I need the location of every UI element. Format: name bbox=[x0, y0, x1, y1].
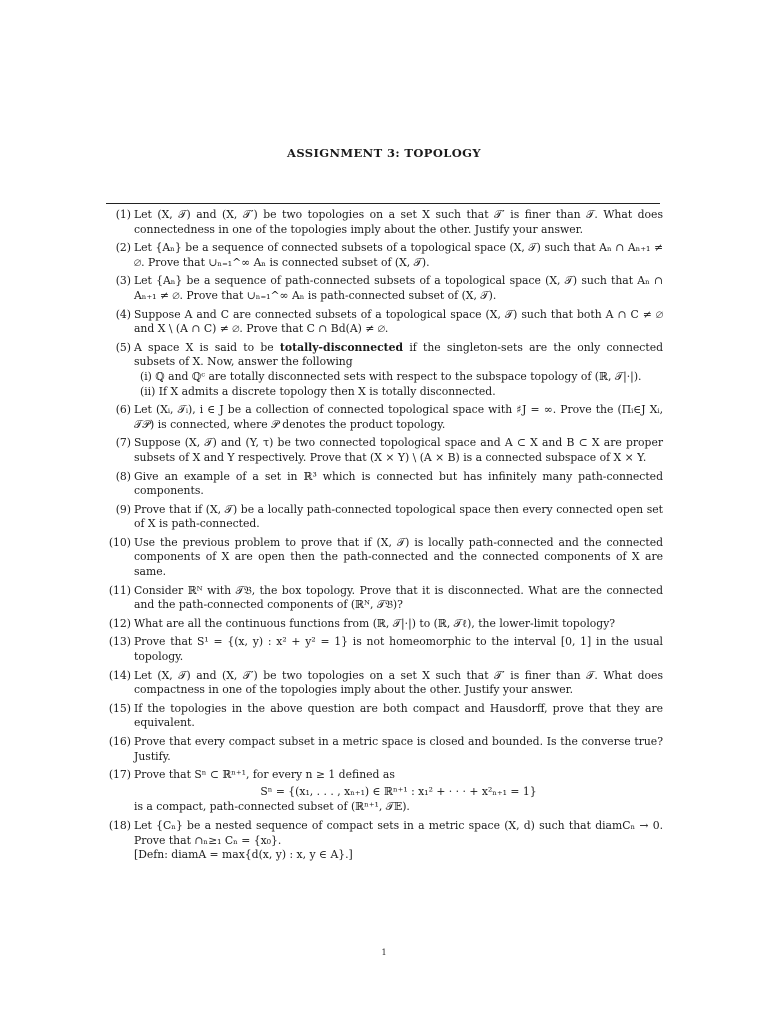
problem-12 bbox=[103, 617, 663, 632]
problem-number: (5) bbox=[115, 340, 131, 354]
problem-number: (2) bbox=[115, 241, 131, 255]
problem-number: (6) bbox=[115, 403, 131, 417]
problem-3 bbox=[103, 274, 663, 303]
problem-16 bbox=[103, 735, 663, 764]
problem-4 bbox=[103, 308, 663, 337]
problem-number: (13) bbox=[108, 635, 131, 649]
problem-number: (16) bbox=[108, 735, 131, 748]
problem-text: Let (Xᵢ, 𝒯ᵢ), i ∈ J be a collection of connected topological space with ♯J = ∞. Prove the (Πᵢ∈J Xᵢ, 𝒯𝒫) is connected, where 𝒫 denotes the product topology. bbox=[134, 403, 663, 431]
problem-text: Let {Cₙ} be a nested sequence of compact sets in a metric space (X, d) such that diamCₙ → 0. Prove that ∩ₙ≥₁ Cₙ = {x₀}. bbox=[134, 818, 663, 847]
problem-18 bbox=[103, 819, 663, 863]
problem-number: (1) bbox=[115, 208, 131, 221]
page-title: ASSIGNMENT 3: TOPOLOGY bbox=[287, 146, 481, 160]
problem-number: (15) bbox=[108, 701, 131, 715]
problem-text: Let {Aₙ} be a sequence of path-connected subsets of a topological space (X, 𝒯) such that Aₙ ∩ Aₙ₊₁ ≠ ∅. Prove that ∪ₙ₌₁^∞ Aₙ is path-connected subset of (X, 𝒯). bbox=[134, 274, 663, 302]
problem-14 bbox=[103, 669, 663, 698]
defined-term: totally-disconnected bbox=[279, 340, 404, 354]
problem-11 bbox=[103, 584, 663, 613]
problem-text: Let {Aₙ} be a sequence of connected subsets of a topological space (X, 𝒯) such that Aₙ ∩ Aₙ₊₁ ≠ ∅. Prove that ∪ₙ₌₁^∞ Aₙ is connected subset of (X, 𝒯). bbox=[134, 241, 663, 269]
problem-number: (11) bbox=[108, 583, 131, 597]
problem-number: (17) bbox=[108, 768, 131, 782]
problem-number: (12) bbox=[108, 616, 131, 630]
problem-text: Let (X, 𝒯) and (X, 𝒯′) be two topologies on a set X such that 𝒯′ is finer than 𝒯. What does compactness in one of the topologies imply about the other. Justify your answer. bbox=[134, 668, 663, 697]
problem-list bbox=[103, 208, 663, 867]
problem-text bbox=[134, 341, 663, 370]
problem-text: Prove that Sⁿ ⊂ ℝⁿ⁺¹, for every n ≥ 1 defined as bbox=[134, 768, 395, 782]
problem-text: What are all the continuous functions from (ℝ, 𝒯|·|) to (ℝ, 𝒯ℓ), the lower-limit topology? bbox=[134, 616, 616, 630]
problem-5 bbox=[103, 341, 663, 399]
definition-note: [Defn: diamA = max{d(x, y) : x, y ∈ A}.] bbox=[134, 848, 353, 862]
problem-text: Consider ℝᴺ with 𝒯𝔅, the box topology. Prove that it is disconnected. What are the connected and the path-connected components of (ℝᴺ, 𝒯𝔅)? bbox=[134, 583, 663, 612]
problem-text: Suppose A and C are connected subsets of a topological space (X, 𝒯) such that both A ∩ C ≠ ∅ and X \ (A ∩ C) ≠ ∅. Prove that C ∩ Bd(A) ≠ ∅. bbox=[134, 307, 663, 336]
problem-number: (3) bbox=[115, 274, 131, 288]
problem-text-after: if the singleton-sets are the only connected subsets of X. Now, answer the following bbox=[134, 340, 663, 369]
problem-number: (10) bbox=[108, 535, 131, 549]
problem-13 bbox=[103, 635, 663, 664]
problem-text: Use the previous problem to prove that if (X, 𝒯) is locally path-connected and the connected components of X are open then the path-connected and the connected components of X are same. bbox=[134, 535, 663, 579]
problem-2 bbox=[103, 241, 663, 270]
problem-text: Give an example of a set in ℝ³ which is connected but has infinitely many path-connected components. bbox=[134, 469, 663, 498]
problem-text: Prove that every compact subset in a metric space is closed and bounded. Is the converse true? Justify. bbox=[134, 735, 663, 763]
problem-text-continued: is a compact, path-connected subset of (ℝⁿ⁺¹, 𝒯𝔼). bbox=[134, 800, 410, 814]
problem-number: (4) bbox=[115, 307, 131, 321]
problem-1 bbox=[103, 208, 663, 237]
title-divider bbox=[106, 203, 660, 204]
problem-15 bbox=[103, 702, 663, 731]
problem-number: (9) bbox=[115, 502, 131, 516]
problem-6 bbox=[103, 403, 663, 432]
problem-text: Let (X, 𝒯) and (X, 𝒯′) be two topologies on a set X such that 𝒯′ is finer than 𝒯. What does connectedness in one of the topologies imply about the other. Justify your answer. bbox=[134, 208, 663, 236]
problem-10 bbox=[103, 536, 663, 580]
problem-8 bbox=[103, 470, 663, 499]
problem-number: (8) bbox=[115, 469, 131, 483]
display-equation: Sⁿ = {(x₁, . . . , xₙ₊₁) ∈ ℝⁿ⁺¹ : x₁² + · · · + x²ₙ₊₁ = 1} bbox=[260, 784, 537, 798]
problem-number: (14) bbox=[108, 668, 131, 682]
subpart-ii: (ii) If X admits a discrete topology then X is totally disconnected. bbox=[140, 384, 496, 398]
problem-text-before: A space X is said to be bbox=[134, 340, 280, 354]
problem-text: If the topologies in the above question are both compact and Hausdorff, prove that they are equivalent. bbox=[134, 701, 663, 730]
problem-number: (18) bbox=[108, 818, 131, 832]
problem-text: Suppose (X, 𝒯) and (Y, τ) be two connected topological space and A ⊂ X and B ⊂ X are proper subsets of X and Y respectively. Prove that (X × Y) \ (A × B) is a connected subspace of X × Y. bbox=[134, 436, 663, 464]
problem-text: Prove that if (X, 𝒯) be a locally path-connected topological space then every connected open set of X is path-connected. bbox=[134, 502, 663, 531]
problem-text: Prove that S¹ = {(x, y) : x² + y² = 1} is not homeomorphic to the interval [0, 1] in the usual topology. bbox=[134, 635, 663, 664]
problem-17 bbox=[103, 768, 663, 815]
problem-number: (7) bbox=[115, 436, 131, 450]
page-number: 1 bbox=[381, 948, 387, 957]
problem-9 bbox=[103, 503, 663, 532]
problem-7 bbox=[103, 436, 663, 465]
subpart-i: (i) ℚ and ℚᶜ are totally disconnected sets with respect to the subspace topology of (ℝ, 𝒯|·|). bbox=[140, 369, 642, 383]
